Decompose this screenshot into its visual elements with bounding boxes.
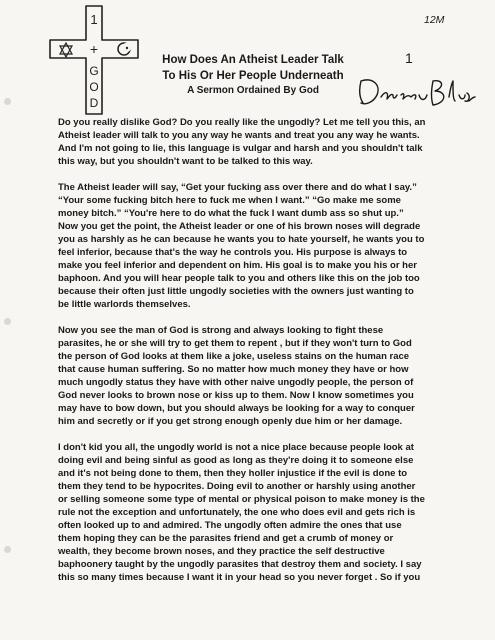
text-line: this way, but you shouldn't want to be talked to this way. [58, 156, 313, 167]
text-line: feel inferior, because that's the way he controls you. His purpose is always to [58, 247, 408, 258]
subtitle: A Sermon Ordained By God [187, 85, 319, 96]
text-line: And I'm not going to lie, this language is vulgar and harsh and you shouldn't talk [58, 143, 423, 154]
punch-hole [4, 98, 11, 105]
title-line: To His Or Her People Underneath [162, 70, 344, 82]
text-line: or selling someone some type of mental or physical poison to make money is the [58, 494, 425, 505]
sermon-body [58, 116, 484, 597]
paragraph [58, 441, 484, 584]
cross-letter: G [89, 64, 99, 78]
text-line: him and secretly or if you get strong enough openly due him or her damage. [58, 416, 403, 427]
punch-hole [4, 546, 11, 553]
title-line: How Does An Atheist Leader Talk [162, 54, 344, 66]
text-line: much ungodly status they have with other naive ungodly people, the person of [58, 377, 414, 388]
text-line: be little warlords themselves. [58, 299, 191, 310]
text-line: baphoonery taught by the ungodly parasites that destroy them and society. I say [58, 559, 422, 570]
cross-letter: + [89, 41, 99, 57]
text-line: wealth, they become brown noses, and they practice the self destructive [58, 546, 385, 557]
text-line: because their often just little ungodly societies with the owners just wanting to [58, 286, 414, 297]
text-line: money bitch.” “You're here to do what the fuck I want dumb ass so shut up.” [58, 208, 404, 219]
text-line: “Your some fucking bitch here to fuck me when I want.” “Go make me some [58, 195, 401, 206]
text-line: God never looks to brown nose or kiss up to them. Now I know sometimes you [58, 390, 414, 401]
text-line: that cause human suffering. So no matter how much money they have or how [58, 364, 409, 375]
text-line: doing evil and being sinful as good as long as they're doing it to someone else [58, 455, 414, 466]
cross-letter: 1 [90, 12, 98, 27]
text-line: them they tend to be hypocrites. Doing evil to another or harshly using another [58, 481, 416, 492]
text-line: them hoping they can be the parasites friend and get a crumb of money or [58, 533, 394, 544]
text-line: may have to bow down, but you should always be looking for a way to conquer [58, 403, 415, 414]
text-line: the person of God looks at them like a joke, useless stains on the human race [58, 351, 410, 362]
text-line: this so many times because I want it in your head so you never forget . So if you [58, 572, 421, 583]
text-line: baphoon. And you will hear people talk to you and others like this on the job too [58, 273, 420, 284]
text-line: Now you see the man of God is strong and always looking to fight these [58, 325, 384, 336]
text-line: The Atheist leader will say, “Get your fucking ass over there and do what I say.” [58, 182, 417, 193]
text-line: you as harshly as he can because he wants you to hate yourself, he wants you to [58, 234, 425, 245]
text-line: Atheist leader will talk to you any way he wants and treat you any way he wants. [58, 130, 420, 141]
text-line: parasites, he or she will try to get them to repent , but if they won't turn to God [58, 338, 412, 349]
sermon-title [148, 52, 358, 98]
cross-letter: D [89, 96, 99, 110]
text-line: Now you get the point, the Atheist leader or one of his brown noses will degrade [58, 221, 421, 232]
page-number: 1 [405, 50, 413, 66]
text-line: make you feel inferior and dependent on him. His goal is to make you his or her [58, 260, 417, 271]
text-line: I don't kid you all, the ungodly world is not a nice place because people look at [58, 442, 414, 453]
corner-note: 12M [424, 14, 445, 26]
text-line: often looked up to and admired. The ungodly often admire the ones that use [58, 520, 402, 531]
signature [355, 75, 477, 109]
paragraph [58, 181, 484, 311]
star-of-david-icon [60, 43, 72, 57]
text-line: rule not the exception and unfortunately, the one who does evil and gets rich is [58, 507, 416, 518]
paragraph [58, 116, 484, 168]
punch-hole [4, 318, 11, 325]
cross-letter: O [89, 80, 99, 94]
text-line: Do you really dislike God? Do you really like the ungodly? Let me tell you this, an [58, 117, 426, 128]
paragraph [58, 324, 484, 428]
cross-logo-icon [46, 4, 142, 116]
crescent-star-icon [118, 43, 131, 55]
text-line: and it's not being done to them, then they holler injustice if the evil is done to [58, 468, 408, 479]
